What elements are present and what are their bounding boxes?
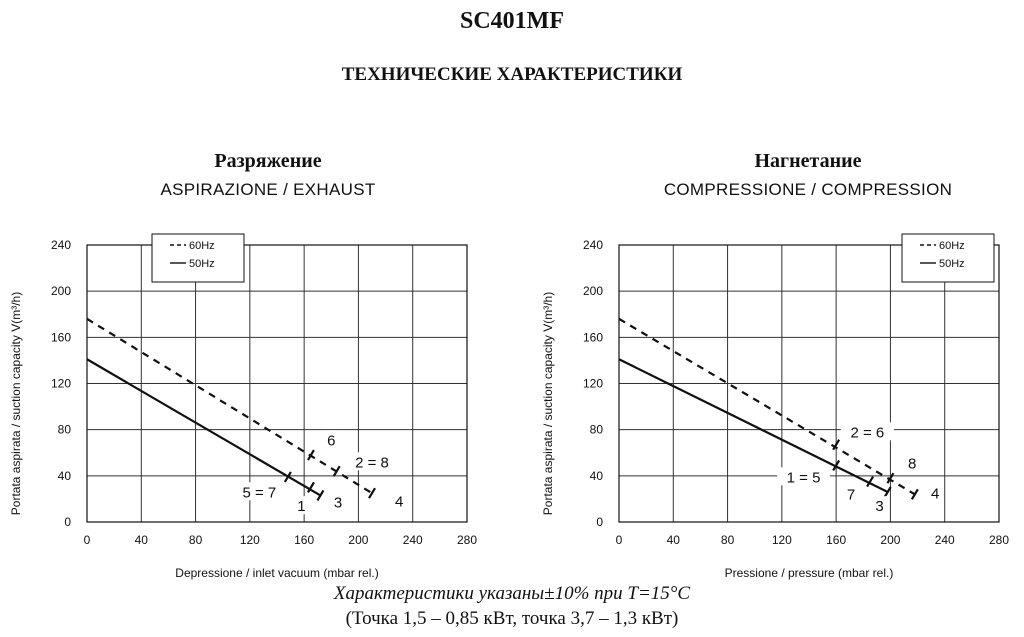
x-tick-label: 240 xyxy=(402,533,423,547)
legend-entry: 60Hz xyxy=(189,240,215,252)
x-tick-label: 200 xyxy=(880,533,901,547)
power-points-note: (Точка 1,5 – 0,85 кВт, точка 3,7 – 1,3 кВт) xyxy=(345,608,679,629)
y-tick-label: 160 xyxy=(582,330,603,345)
point-label: 6 xyxy=(327,432,336,450)
y-tick-label: 80 xyxy=(57,422,71,437)
point-label: 1 xyxy=(297,498,306,516)
point-label: 5 = 7 xyxy=(242,484,277,502)
right-chart-title: COMPRESSIONE / COMPRESSION xyxy=(663,180,953,199)
compression-chart xyxy=(532,225,1024,580)
page-subtitle: ТЕХНИЧЕСКИЕ ХАРАКТЕРИСТИКИ xyxy=(341,64,683,85)
y-tick-label: 120 xyxy=(582,376,603,391)
point-label: 1 = 5 xyxy=(786,469,821,487)
y-tick-label: 80 xyxy=(589,422,603,437)
x-tick-label: 160 xyxy=(294,533,315,547)
x-tick-label: 280 xyxy=(456,533,478,547)
x-tick-label: 0 xyxy=(83,533,91,547)
x-tick-label: 80 xyxy=(188,533,203,547)
x-tick-label: 80 xyxy=(720,533,735,547)
y-tick-label: 200 xyxy=(50,284,71,299)
x-tick-label: 160 xyxy=(826,533,847,547)
point-label: 2 = 8 xyxy=(355,454,389,472)
point-label: 8 xyxy=(907,455,917,473)
y-tick-label: 120 xyxy=(50,376,71,391)
x-tick-label: 40 xyxy=(666,533,680,547)
x-tick-label: 280 xyxy=(988,533,1010,547)
y-tick-label: 240 xyxy=(50,238,71,252)
y-tick-label: 240 xyxy=(582,238,603,252)
page-title: SC401MF xyxy=(460,8,564,34)
point-label: 7 xyxy=(846,486,856,504)
x-tick-label: 0 xyxy=(615,533,623,547)
tolerance-note: Характеристики указаны±10% при T=15°C xyxy=(333,583,691,604)
y-tick-label: 0 xyxy=(64,515,71,529)
x-tick-label: 120 xyxy=(771,533,792,547)
x-axis-label: Pressione / pressure (mbar rel.) xyxy=(724,566,894,580)
x-tick-label: 120 xyxy=(239,533,260,547)
left-chart-title-ru: Разряжение xyxy=(214,150,322,172)
y-tick-label: 40 xyxy=(589,468,603,483)
legend-entry: 50Hz xyxy=(939,258,965,270)
x-tick-label: 240 xyxy=(934,533,955,547)
y-axis-label: Portata aspirata / suction capacity V(m³/h) xyxy=(9,291,23,516)
legend-entry: 60Hz xyxy=(939,240,965,252)
y-tick-label: 160 xyxy=(50,330,71,345)
y-tick-label: 200 xyxy=(582,284,603,299)
series-line-60hz xyxy=(619,319,915,494)
point-label: 3 xyxy=(333,494,343,512)
legend-entry: 50Hz xyxy=(189,258,215,270)
y-tick-label: 40 xyxy=(57,468,71,483)
left-chart-title: ASPIRAZIONE / EXHAUST xyxy=(160,180,376,199)
series-line-50hz xyxy=(87,359,320,495)
series-line-60hz xyxy=(87,319,372,493)
y-tick-label: 0 xyxy=(596,515,603,529)
point-marker xyxy=(369,488,375,498)
x-axis-label: Depressione / inlet vacuum (mbar rel.) xyxy=(175,566,379,580)
point-label: 4 xyxy=(394,493,404,511)
y-axis-label: Portata aspirata / suction capacity V(m³/h) xyxy=(541,291,555,516)
point-label: 2 = 6 xyxy=(850,424,885,442)
exhaust-chart xyxy=(0,225,492,580)
point-label: 3 xyxy=(875,498,884,516)
x-tick-label: 40 xyxy=(134,533,148,547)
point-label: 4 xyxy=(931,485,940,503)
right-chart-title-ru: Нагнетание xyxy=(754,150,862,172)
x-tick-label: 200 xyxy=(348,533,369,547)
